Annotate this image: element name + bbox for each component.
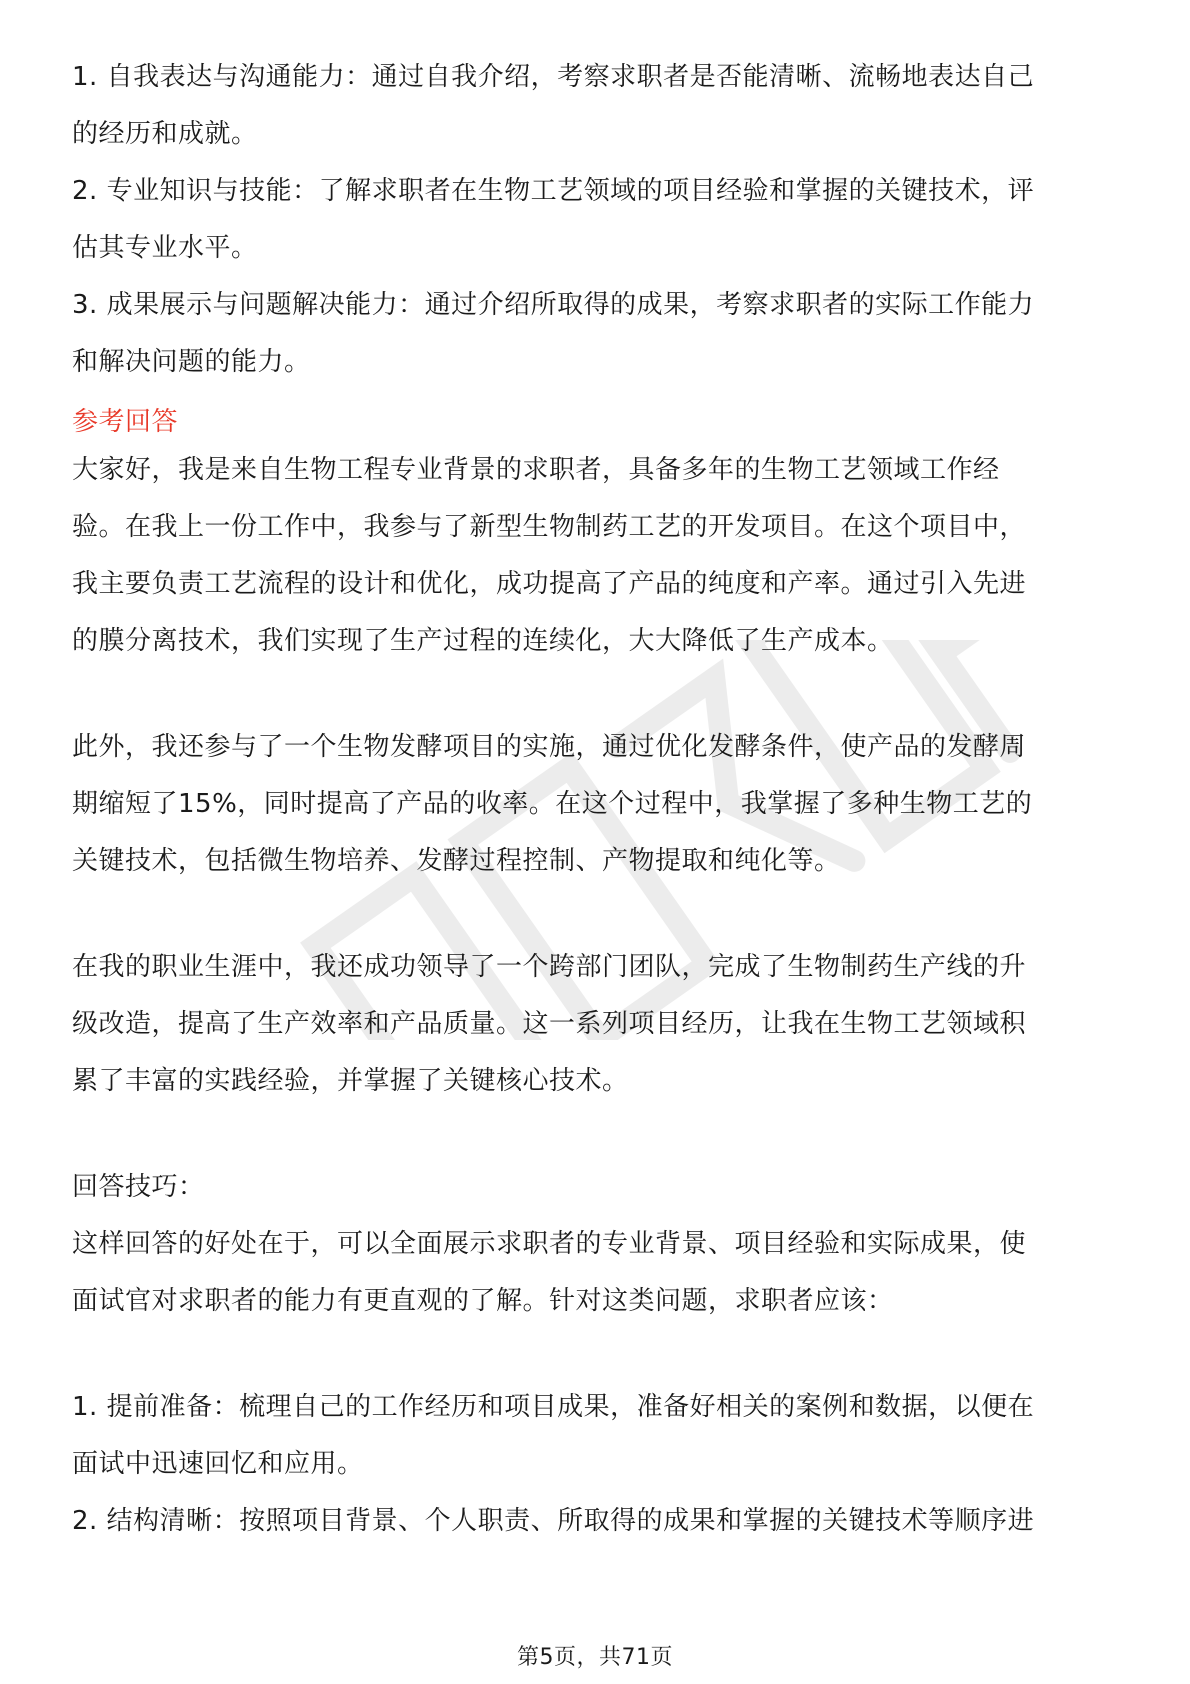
text-line: 面试中迅速回忆和应用。 [72, 1449, 364, 1479]
text-line: 我主要负责工艺流程的设计和优化，成功提高了产品的纯度和产率。通过引入先进 [72, 569, 1027, 599]
text-line: 这样回答的好处在于，可以全面展示求职者的专业背景、项目经验和实际成果，使 [72, 1229, 1027, 1259]
tips-point-2 [72, 1502, 1122, 1540]
text-line: 此外，我还参与了一个生物发酵项目的实施，通过优化发酵条件，使产品的发酵周 [72, 732, 1027, 762]
reference-answer-heading: 参考回答 [72, 407, 179, 437]
tips-intro [72, 1225, 1122, 1320]
text-line: 的膜分离技术，我们实现了生产过程的连续化，大大降低了生产成本。 [72, 626, 894, 656]
text-line: 验。在我上一份工作中，我参与了新型生物制药工艺的开发项目。在这个项目中， [72, 512, 1027, 542]
text-line: 和解决问题的能力。 [72, 347, 311, 377]
text-line: 2. 专业知识与技能：了解求职者在生物工艺领域的项目经验和掌握的关键技术，评 [72, 176, 1035, 206]
text-line: 2. 结构清晰：按照项目背景、个人职责、所取得的成果和掌握的关键技术等顺序进 [72, 1506, 1035, 1536]
intro-point-2 [72, 172, 1122, 267]
answer-paragraph-2 [72, 728, 1122, 880]
text-line: 3. 成果展示与问题解决能力：通过介绍所取得的成果，考察求职者的实际工作能力 [72, 290, 1035, 320]
text-line: 面试官对求职者的能力有更直观的了解。针对这类问题，求职者应该： [72, 1286, 894, 1316]
intro-point-1 [72, 58, 1122, 153]
text-line: 1. 自我表达与沟通能力：通过自我介绍，考察求职者是否能清晰、流畅地表达自己 [72, 62, 1035, 92]
tips-heading: 回答技巧： [72, 1172, 205, 1202]
answer-paragraph-1 [72, 451, 1122, 660]
text-line: 关键技术，包括微生物培养、发酵过程控制、产物提取和纯化等。 [72, 846, 841, 876]
tips-point-1 [72, 1388, 1122, 1483]
document-page [72, 58, 1122, 1540]
text-line: 大家好，我是来自生物工程专业背景的求职者，具备多年的生物工艺领域工作经 [72, 455, 1000, 485]
answer-paragraph-3 [72, 948, 1122, 1100]
page-number-footer: 第5页，共71页 [517, 1645, 673, 1670]
text-line: 1. 提前准备：梳理自己的工作经历和项目成果，准备好相关的案例和数据，以便在 [72, 1392, 1035, 1422]
text-line: 累了丰富的实践经验，并掌握了关键核心技术。 [72, 1066, 629, 1096]
text-line: 估其专业水平。 [72, 233, 258, 263]
text-line: 级改造，提高了生产效率和产品质量。这一系列项目经历，让我在生物工艺领域积 [72, 1009, 1027, 1039]
intro-point-3 [72, 286, 1122, 381]
text-line: 期缩短了15%，同时提高了产品的收率。在这个过程中，我掌握了多种生物工艺的 [72, 789, 1033, 819]
text-line: 在我的职业生涯中，我还成功领导了一个跨部门团队，完成了生物制药生产线的升 [72, 952, 1027, 982]
intro-points [72, 58, 1122, 381]
text-line: 的经历和成就。 [72, 119, 258, 149]
